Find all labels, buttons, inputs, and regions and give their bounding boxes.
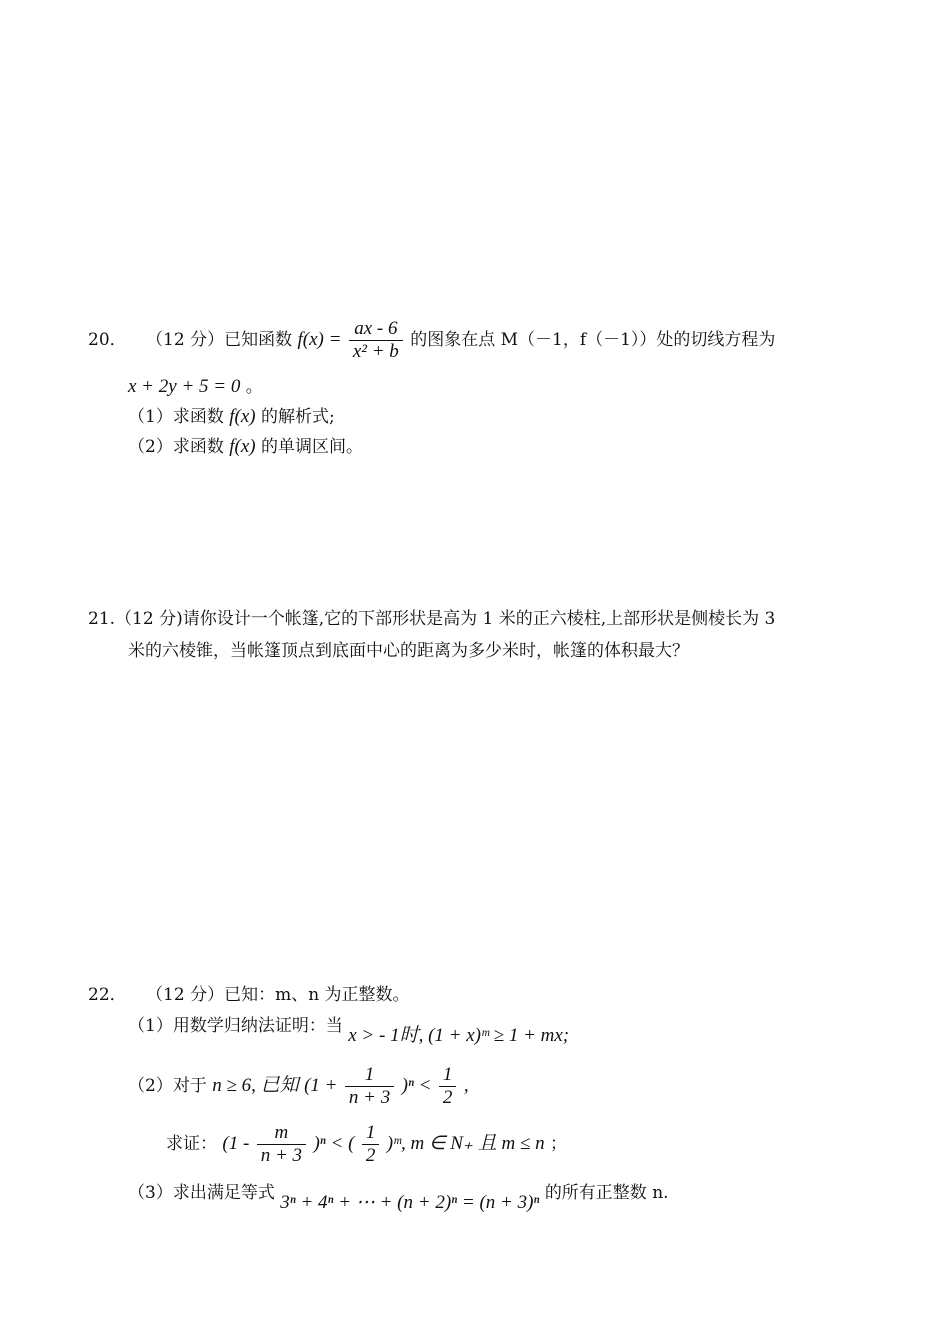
q22-proof-lp: (1 - bbox=[222, 1133, 250, 1154]
q22-part2-cond: n ≥ 6, 已知 bbox=[212, 1075, 299, 1096]
q22-part2 bbox=[128, 1064, 469, 1109]
q20-part2-suffix: 的单调区间。 bbox=[261, 437, 364, 457]
q21-line2: 米的六棱锥，当帐篷顶点到底面中心的距离为多少米时，帐篷的体积最大？ bbox=[128, 641, 689, 661]
q22-proof-den1: n + 3 bbox=[260, 1145, 303, 1166]
q22-part2-frac2 bbox=[439, 1064, 457, 1109]
q20-part2 bbox=[128, 432, 363, 458]
q22-part2-comma: , bbox=[463, 1075, 469, 1096]
q22-part1-prefix: （1）用数学归纳法证明：当 bbox=[128, 1016, 343, 1036]
q22-proof-prefix: 求证： bbox=[166, 1134, 217, 1154]
q22-part2-den2: 2 bbox=[442, 1087, 453, 1108]
q22-proof-num1: m bbox=[257, 1122, 306, 1145]
q22-part2-lp: (1 + bbox=[304, 1075, 338, 1096]
q22-proof-num2: 1 bbox=[362, 1122, 380, 1145]
q22-proof-frac2 bbox=[362, 1122, 380, 1167]
q22-proof-end: ； bbox=[550, 1134, 568, 1154]
q22-part1 bbox=[128, 1010, 570, 1046]
q20-fraction bbox=[349, 318, 403, 363]
q20-line1 bbox=[88, 318, 775, 363]
q22-proof-den2: 2 bbox=[365, 1145, 376, 1166]
q20-period: 。 bbox=[245, 377, 263, 397]
q22-part2-frac1 bbox=[345, 1064, 394, 1109]
q22-proof-rest: )ᵐ, m ∈ N₊ 且 m ≤ n bbox=[386, 1133, 545, 1154]
q22-part2-rp: )ⁿ < bbox=[401, 1075, 432, 1096]
q22-part2-den1: n + 3 bbox=[348, 1087, 391, 1108]
q20-frac-den: x² + b bbox=[352, 341, 399, 362]
q22-part3-math: 3ⁿ + 4ⁿ + ⋯ + (n + 2)ⁿ = (n + 3)ⁿ bbox=[280, 1192, 540, 1213]
q20-part1 bbox=[128, 402, 335, 428]
q22-part2-prefix: （2）对于 bbox=[128, 1076, 207, 1096]
q20-line2 bbox=[128, 372, 263, 398]
q22-proof bbox=[166, 1122, 567, 1167]
q20-func-lhs: f(x) = bbox=[297, 329, 342, 350]
q20-part1-suffix: 的解析式; bbox=[261, 407, 335, 427]
q22-proof-frac1 bbox=[257, 1122, 306, 1167]
q22-part3 bbox=[128, 1178, 669, 1213]
q22-number: 22． bbox=[88, 985, 127, 1005]
q20-number: 20． bbox=[88, 330, 127, 350]
q20-part1-fx: f(x) bbox=[229, 406, 256, 427]
q22-proof-rp: )ⁿ < ( bbox=[313, 1133, 355, 1154]
q22-part3-suffix: 的所有正整数 n. bbox=[544, 1183, 669, 1203]
q21-line1: 21.（12 分)请你设计一个帐篷,它的下部形状是高为 1 米的正六棱柱,上部形状是侧棱长为 3 bbox=[88, 609, 776, 629]
q20-tangent: x + 2y + 5 = 0 bbox=[128, 376, 241, 397]
q20-points: （12 分）已知函数 bbox=[146, 330, 293, 350]
q20-part2-fx: f(x) bbox=[229, 436, 256, 457]
q22-stem: （12 分）已知：m、n 为正整数。 bbox=[146, 985, 410, 1005]
q22-part2-num1: 1 bbox=[345, 1064, 394, 1087]
q20-frac-num: ax - 6 bbox=[349, 318, 403, 341]
q20-part2-prefix: （2）求函数 bbox=[128, 437, 224, 457]
q22-part1-math: x > - 1时, (1 + x)ᵐ ≥ 1 + mx; bbox=[348, 1025, 570, 1046]
q22-line1 bbox=[88, 980, 410, 1005]
q22-part3-prefix: （3）求出满足等式 bbox=[128, 1183, 275, 1203]
q22-part2-num2: 1 bbox=[439, 1064, 457, 1087]
q20-part1-prefix: （1）求函数 bbox=[128, 407, 224, 427]
q20-stem-rest: 的图象在点 M（－1，f（－1））处的切线方程为 bbox=[410, 330, 776, 350]
